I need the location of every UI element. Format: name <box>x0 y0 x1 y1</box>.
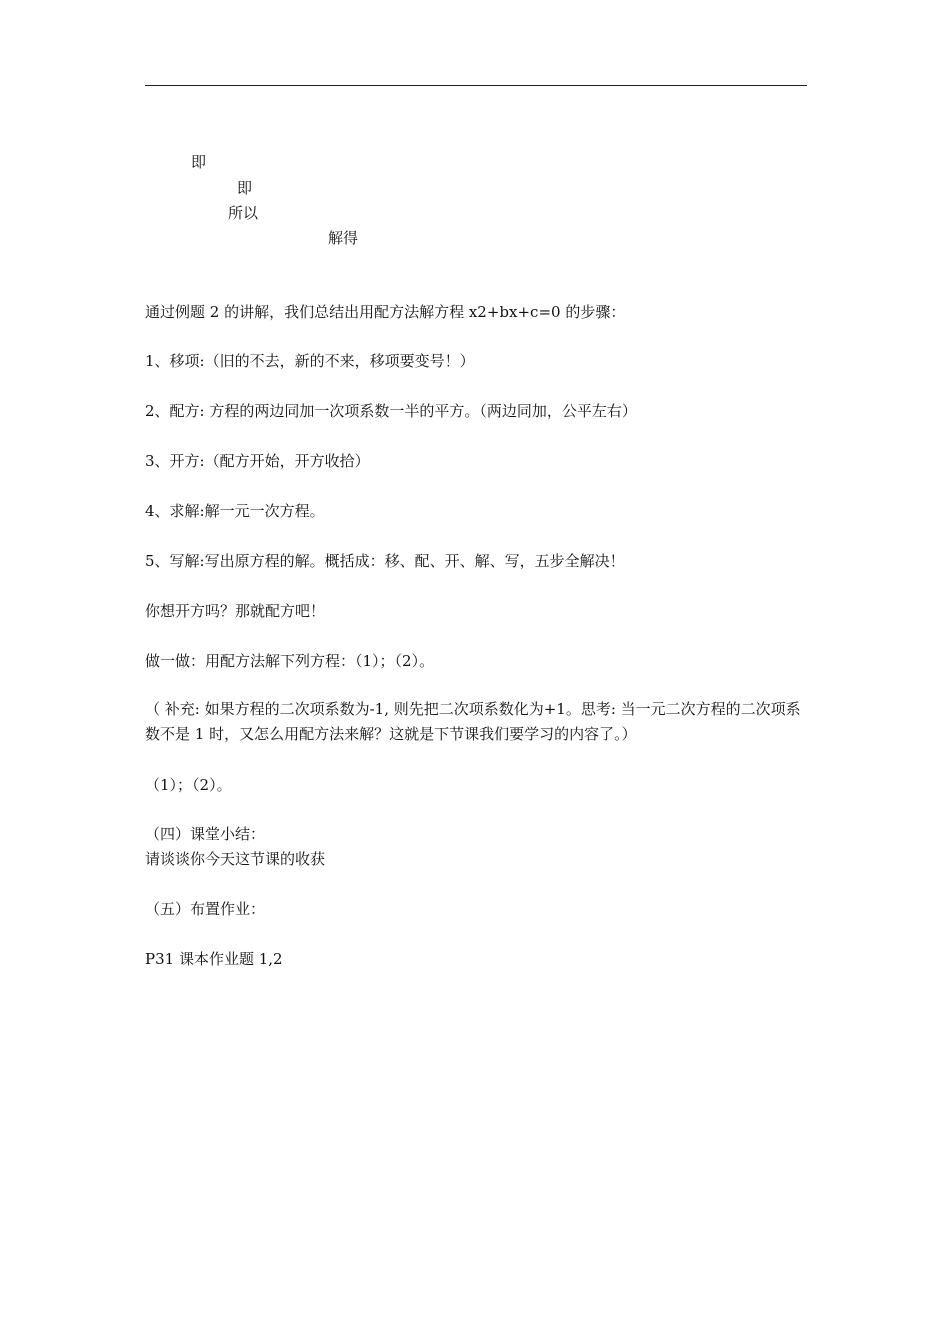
step-3: 3、开方:（配方开始，开方收拾） <box>145 452 370 470</box>
step-4: 4、求解:解一元一次方程。 <box>145 502 325 520</box>
exercise: 做一做：用配方法解下列方程：（1）；（2）。 <box>145 652 435 670</box>
supplement-note: （ 补充: 如果方程的二次项系数为-1, 则先把二次项系数化为+1。思考: 当一元二次方程的二次项系数不是 1 时，又怎么用配方法来解？这就是下节课我们要学习的内容了。） <box>145 700 801 743</box>
slogan: 你想开方吗？那就配方吧！ <box>145 602 326 620</box>
step-1: 1、移项:（旧的不去，新的不来，移项要变号！） <box>145 352 475 370</box>
derivation-suoyi: 所以 <box>228 204 259 222</box>
homework: P31 课本作业题 1,2 <box>145 950 283 968</box>
step-5: 5、写解:写出原方程的解。概括成：移、配、开、解、写，五步全解决！ <box>145 552 625 570</box>
step-2: 2、配方: 方程的两边同加一次项系数一半的平方。（两边同加，公平左右） <box>145 402 637 420</box>
extra-items: （1）；（2）。 <box>145 776 232 794</box>
summary-intro: 通过例题 2 的讲解，我们总结出用配方法解方程 x2+bx+c=0 的步骤： <box>145 303 626 321</box>
header-rule <box>145 85 807 86</box>
section5-title: （五）布置作业： <box>145 900 266 918</box>
derivation-jiede: 解得 <box>328 229 359 247</box>
derivation-ji-2: 即 <box>237 179 253 197</box>
section4-title: （四）课堂小结： <box>145 825 266 843</box>
section4-body: 请谈谈你今天这节课的收获 <box>145 850 326 868</box>
derivation-ji-1: 即 <box>191 153 207 171</box>
